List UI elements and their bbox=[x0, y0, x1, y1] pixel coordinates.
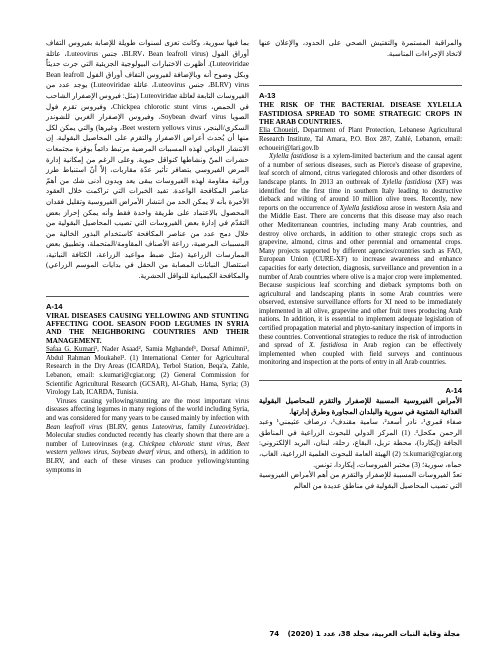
section-divider bbox=[46, 296, 249, 297]
arabic-body-continued: بما فيها سورية، وكانت تعزى لسنوات طويلة للإصابة بفيروس التفاف أوراق الفول (BLRV، Bean leafroll virus، جنس Luteovirus، عائلة Luteoviridae). أظهرت الاختبارات البيولوجية الجزيئية التي جرت حديثاً وبكل وضوح أنه وبالإضافة لفيروس التفاف أوراق الفول Bean leafroll virus (BLRV، جنس Luteovirus، عائلة Luteoviridae) يوجد عدد من الفيروسات التابعة لعائلة Luteoviridae (مثل: فيروس الإصفرار الشاحب في الحمص، Chickpea chlorotic stunt virus، وفيروس تقزم فول الصويا Soybean dwarf virus، وفيروس الإصفرار الغربي للشوندر السكري/البنجر، Beet western yellows virus، وغيرها) والتي يمكن لكل منها أن يُحدث أعراض الاصفرار والتقزم على المحاصيل البقولية. إن الانتشار الوبائي لهذه المسببات المرضية مرتبط دائماً بوفرة مجتمعات حشرات المنّ ونشاطها كنواقل حيوية. وعلى الرغم من إمكانية إدارة المرض الفيروسي بتضافر تأثير عدّة مقاربات، إلاّ أنّ استنباط طرز وراثية مقاومة لهذه الفيروسات يبقى يعد ويدون أدنى شك من أهمّ عناصر المكافحة الواعدة. تفيد الخبرات التي تراكمت خلال العقود الأخيرة بأنه لا يمكن الحد من انتشار الأمراض الفيروسية وتقليل فقدان المحصول بالاعتماد على طريقة واحدة فقط وأنه يمكن إحراز بعض التقدّم في إدارة بعض الفيروسات التي تصيب المحاصيل البقولية من خلال دمج عدد من عناصر المكافحة كاستخدام البذور الخالية من المسببات المرضية، زراعة الأصناف المقاومة/المتحملة، وتطبيق بعض الممارسات الزراعية (مثل ضبط مواعيد الزراعة، الكثافة النباتية، استئصال النباتات المصابة من الحقل في بدايات الموسم الزراعي) والمكافحة الكيميائية للنواقل الحشرية. bbox=[46, 39, 250, 281]
species-name: Xylella fastidiosa bbox=[339, 204, 389, 212]
virus-names: Chickpea chlorotic stunt virus, Beet western yellows virus, Soybean dwarf virus bbox=[46, 440, 249, 457]
page-number: 74 bbox=[269, 630, 280, 638]
corresponding-author: Safaa G. Kumari bbox=[46, 346, 96, 354]
journal-citation: مجلة وقاية النبات العربية، مجلد 38، عدد 1 (2020) bbox=[287, 630, 460, 638]
arabic-abstract-title: الأمراض الفيروسية المسببة للإصفرار والتقزم للمحاصيل البقولية الغذائية الشتوية في سورية والبلدان المجاورة وطرق إدارتها. bbox=[259, 397, 462, 416]
section-divider bbox=[259, 380, 462, 381]
abstract-code: A-13 bbox=[259, 91, 276, 101]
left-column bbox=[46, 38, 249, 475]
body-text: ). Molecular studies conducted recently has clearly shown that there are a number of Luteoviruses (e.g. bbox=[46, 423, 250, 448]
abstract-title: VIRAL DISEASES CAUSING YELLOWING AND STUNTING AFFECTING COOL SEASON FOOD LEGUMES IN SYRIA AND THE NEIGHBORING COUNTRIES AND THEIR MANAGEMENT. bbox=[46, 311, 249, 345]
body-text: Viruses causing yellowing/stunting are the most important virus diseases affecting legumes in many regions of the world including Syria, and was considered for many years to be caused mainly by infection with bbox=[46, 397, 249, 423]
abstract-body bbox=[259, 153, 462, 368]
author-list bbox=[46, 346, 249, 398]
section-divider bbox=[259, 85, 462, 86]
body-text: is a xylem-limited bacterium and the causal agent of a number of serious diseases, such as Pierce's disease of grapevine, leaf scorch of almond, citrus variegated chlorosis and other disorders of landscape plants. In 2013 an outbreak of bbox=[259, 153, 463, 186]
family-name: Luteoviridae bbox=[209, 423, 245, 431]
species-name: Bean leafroll virus bbox=[46, 423, 103, 431]
right-column bbox=[259, 38, 462, 491]
species-name: X. fastidiosa bbox=[309, 342, 348, 350]
body-text: (XF) was identified for the first time in southern Italy leading to destructive dieback and wilting of around 10 million olive trees. Recently, new reports on the occurrence of bbox=[259, 178, 462, 212]
body-text: in Arab region can be effectively implemented when coupled with field surveys and continuous monitoring and inspection at the ports of entry in all Arab countries. bbox=[259, 342, 462, 367]
species-name: Xylella fastidiosa bbox=[382, 178, 432, 186]
genus-name: Luteovirus bbox=[152, 423, 182, 431]
abstract-title: THE RISK OF THE BACTERIAL DISEASE XYLELLA FASTIDIOSA SPREAD TO SOME STRATEGIC CROPS IN THE ARAB COUNTRIES. bbox=[259, 101, 462, 126]
abstract-body bbox=[46, 398, 249, 475]
abstract-code: A-14 bbox=[46, 301, 63, 311]
arabic-abstract-body: تعدّ الفيروسات المسببة للإصفرار والتقزم من أهم الأمراض الفيروسية التي تصيب المحاصيل البقولية في مناطق عديدة من العالم bbox=[259, 471, 462, 490]
page-footer bbox=[240, 630, 460, 638]
body-text: , and others), in addition to BLRV, and each of these viruses can produce yellowing/stunting symptoms in bbox=[46, 449, 249, 474]
body-text: (BLRV, genus bbox=[102, 423, 153, 431]
abstract-code: A-14 bbox=[445, 386, 462, 396]
author-name: Elia Choueiri bbox=[259, 127, 298, 135]
body-text: arose in western Asia and the Middle East. There are concerns that this disease may also reach other Mediterranean countries, including many Arab countries, and destroy olive orchards, in addition to other strategic crops such as grapevine, almond, citrus and other perennial and ornamental crops. Many projects supported by different agencies/countries such as FAO, European Union (CURE-XF) to increase awareness and enhance capacities for early detection, diagnosis, surveillance and prevention in a number of Arab countries where olive is a major crop were implemented. Because suspicious leaf scorching and dieback symptoms both on agricultural and landscaping plants in some Arab countries were observed, extensive surveillance efforts for XI need to be immediately implemented in all olive, grapevine and other fruit trees producing Arab nations. In addition, it is essential to implement adequate legislation of certified propagation material and phyto-sanitary inspection of imports in these countries. Conventional strategies to reduce the risk of introduction and spread of bbox=[259, 204, 463, 350]
arabic-top-fragment: والمراقبة المستمرة والتفتيش الصحي على الحدود، والإعلان عنها لاتخاذ الإجراءات المناسبة. bbox=[259, 39, 462, 58]
affiliation-text: , Department of Plant Protection, Lebanese Agricultural Research Institute, Tal Amara, P.O. Box 287, Zahlé, Lebanon, email: echoueiri@lari.gov.lb bbox=[259, 127, 462, 152]
author-affiliation bbox=[259, 127, 462, 153]
body-text: , family bbox=[181, 423, 210, 431]
arabic-author-list: صفاء قمري¹، نادر أسعد²، سامية مقندف¹، درصاف عثيمني¹ وعبد الرحمن مكحل³. (1) المركز الدولي للبحوث الزراعية في المناطق الجافة (إيكاردا)، محطة تربل، البقاع، زحلة، لبنان، البريد الإلكتروني: s.kumari@cgiar.org؛ (2) الهيئة العامة للبحوث العلمية الزراعية، الغاب، حماه، سورية؛ (3) مختبر الفيروسات، إيكاردا، تونس. bbox=[259, 418, 462, 469]
author-affiliations: ¹, Nader Asaad², Samia Mghandef¹, Dorsaf Athimni¹, Abdul Rahman Moukahel³. (1) International Center for Agricultural Research in the Dry Areas (ICARDA), Terbol Station, Beqa'a, Zahle, Lebanon, email: s.kumari@cgiar.org; (2) General Commission for Scientific Agricultural Research (GCSAR), Al-Ghab, Hama, Syria; (3) Virology Lab, ICARDA, Tunisia. bbox=[46, 346, 249, 397]
species-name: Xylella fastidiosa bbox=[269, 153, 318, 161]
